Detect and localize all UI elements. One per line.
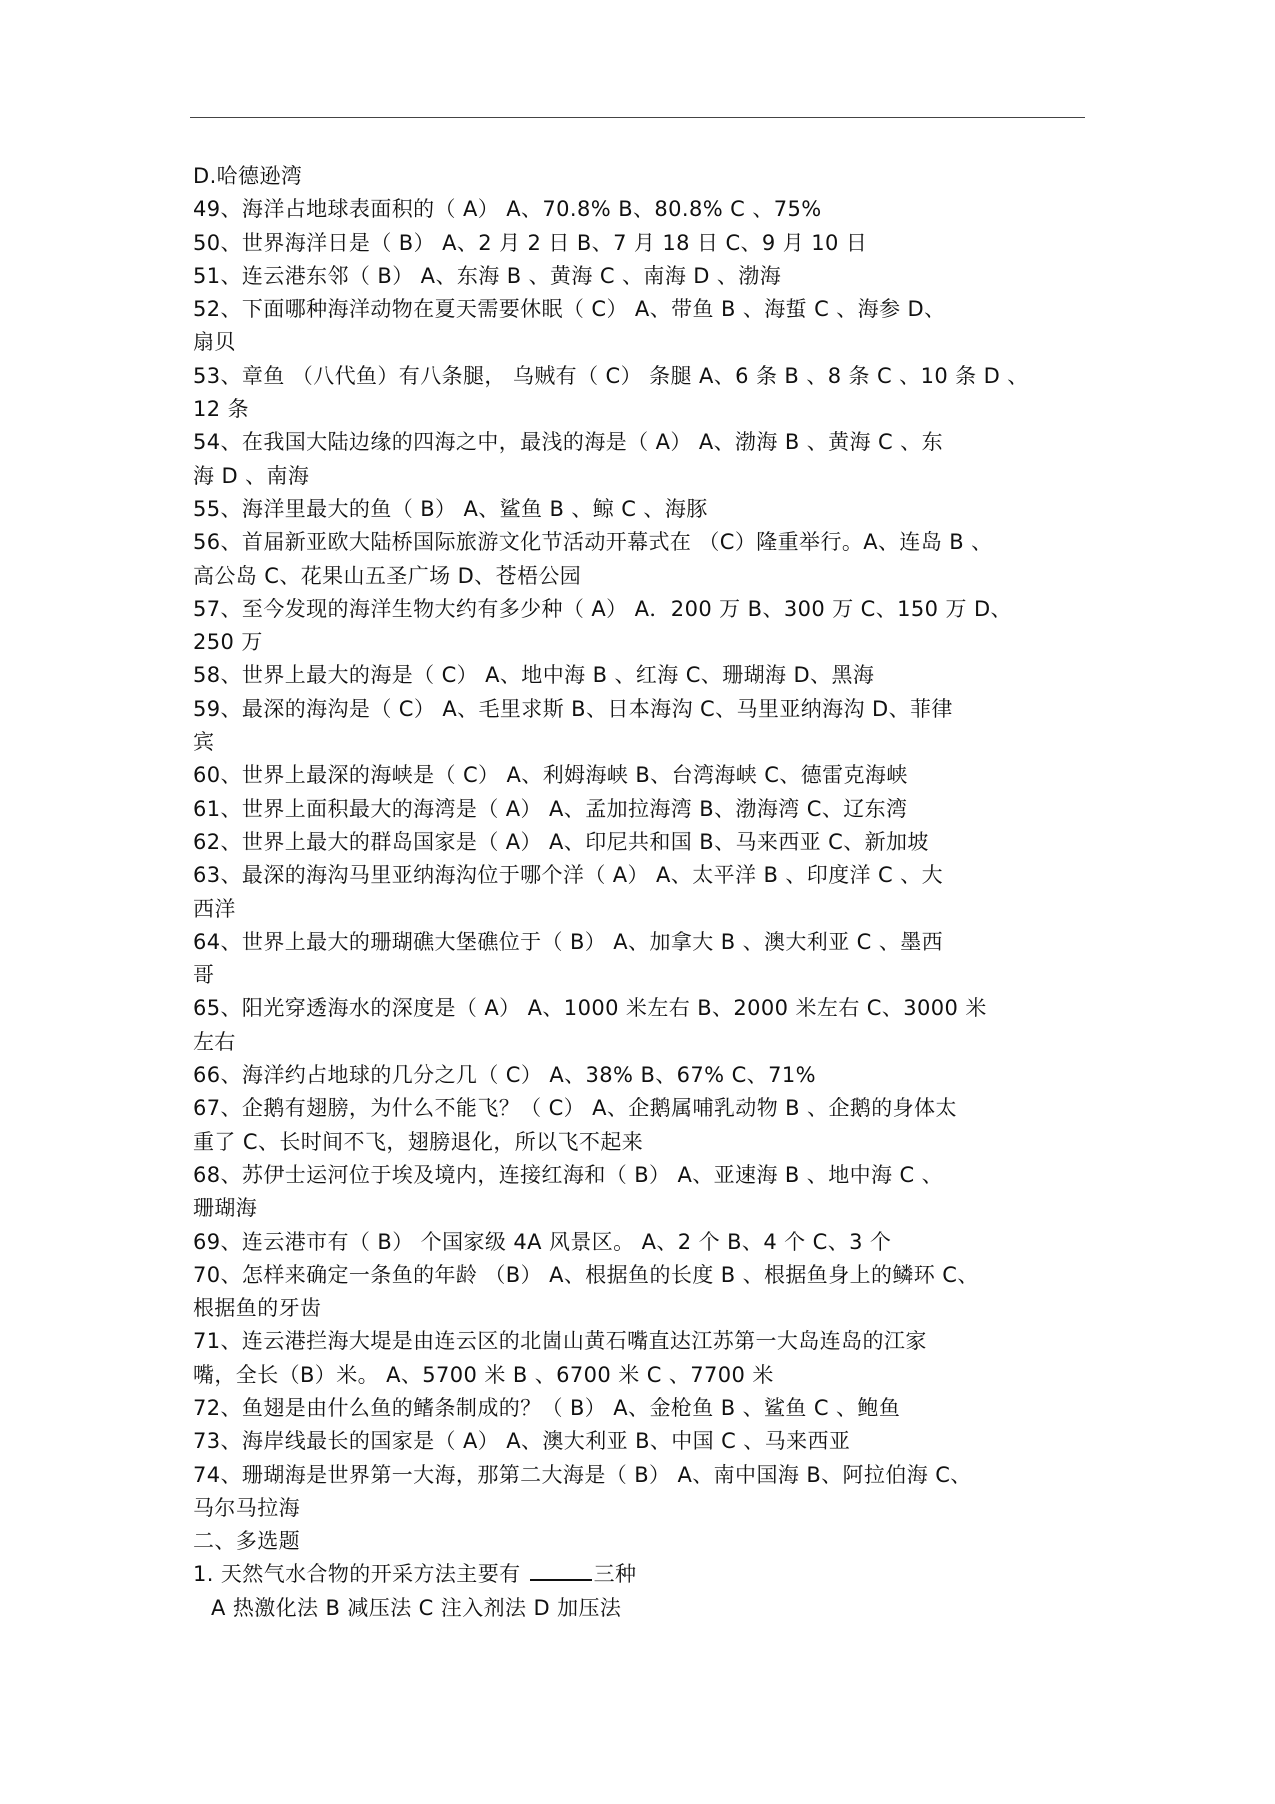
question-67-cont: 重了 C、长时间不飞，翅膀退化，所以飞不起来 xyxy=(193,1129,644,1154)
question-71-cont: 嘴，全长（B）米。 A、5700 米 B 、6700 米 C 、7700 米 xyxy=(193,1362,774,1387)
question-66: 66、海洋约占地球的几分之几（ C） A、38% B、67% C、71% xyxy=(193,1063,816,1088)
multi-question-1-suffix: 三种 xyxy=(593,1562,637,1587)
question-65-cont: 左右 xyxy=(193,1029,236,1054)
answer-blank xyxy=(530,1561,592,1581)
question-64: 64、世界上最大的珊瑚礁大堡礁位于（ B） A、加拿大 B 、澳大利亚 C 、墨西 xyxy=(193,929,944,954)
question-54: 54、在我国大陆边缘的四海之中，最浅的海是（ A） A、渤海 B 、黄海 C 、东 xyxy=(193,430,943,455)
question-70: 70、怎样来确定一条鱼的年龄 （B） A、根据鱼的长度 B 、根据鱼身上的鳞环 C、 xyxy=(193,1262,979,1287)
question-59: 59、最深的海沟是（ C） A、毛里求斯 B、日本海沟 C、马里亚纳海沟 D、菲律 xyxy=(193,696,953,721)
question-55: 55、海洋里最大的鱼（ B） A、鲨鱼 B 、鲸 C 、海豚 xyxy=(193,496,708,521)
question-74-cont: 马尔马拉海 xyxy=(193,1495,300,1520)
question-68: 68、苏伊士运河位于埃及境内，连接红海和（ B） A、亚速海 B 、地中海 C 、 xyxy=(193,1162,944,1187)
question-57: 57、至今发现的海洋生物大约有多少种（ A） A．200 万 B、300 万 C、150 万 D、 xyxy=(193,596,1012,621)
multi-question-1-options: A 热激化法 B 减压法 C 注入剂法 D 加压法 xyxy=(211,1595,622,1620)
question-62: 62、世界上最大的群岛国家是（ A） A、印尼共和国 B、马来西亚 C、新加坡 xyxy=(193,829,929,854)
question-52-cont: 扇贝 xyxy=(193,330,236,355)
question-70-cont: 根据鱼的牙齿 xyxy=(193,1296,322,1321)
text-line: D.哈德逊湾 xyxy=(193,164,303,188)
question-57-cont: 250 万 xyxy=(193,630,263,655)
question-73: 73、海岸线最长的国家是（ A） A、澳大利亚 B、中国 C 、马来西亚 xyxy=(193,1429,851,1454)
question-74: 74、珊瑚海是世界第一大海，那第二大海是（ B） A、南中国海 B、阿拉伯海 C、 xyxy=(193,1462,972,1487)
question-58: 58、世界上最大的海是（ C） A、地中海 B 、红海 C、珊瑚海 D、黑海 xyxy=(193,663,875,688)
question-59-cont: 宾 xyxy=(193,730,215,755)
question-50: 50、世界海洋日是（ B） A、2 月 2 日 B、7 月 18 日 C、9 月 10 日 xyxy=(193,230,868,255)
question-51: 51、连云港东邻（ B） A、东海 B 、黄海 C 、南海 D 、渤海 xyxy=(193,263,782,288)
question-68-cont: 珊瑚海 xyxy=(193,1196,258,1221)
question-63: 63、最深的海沟马里亚纳海沟位于哪个洋（ A） A、太平洋 B 、印度洋 C 、大 xyxy=(193,863,943,888)
question-71: 71、连云港拦海大堤是由连云区的北崮山黄石嘴直达江苏第一大岛连岛的江家 xyxy=(193,1329,927,1354)
question-61: 61、世界上面积最大的海湾是（ A） A、孟加拉海湾 B、渤海湾 C、辽东湾 xyxy=(193,796,908,821)
question-63-cont: 西洋 xyxy=(193,896,236,921)
document-body xyxy=(193,160,1088,1625)
question-69: 69、连云港市有（ B） 个国家级 4A 风景区。 A、2 个 B、4 个 C、3 个 xyxy=(193,1229,892,1254)
question-64-cont: 哥 xyxy=(193,963,215,988)
question-65: 65、阳光穿透海水的深度是（ A） A、1000 米左右 B、2000 米左右 C、3000 米 xyxy=(193,996,987,1021)
question-53: 53、章鱼 （八代鱼）有八条腿， 乌贼有（ C） 条腿 A、6 条 B 、8 条 C 、10 条 D 、 xyxy=(193,363,1029,388)
question-54-cont: 海 D 、南海 xyxy=(193,463,310,488)
question-52: 52、下面哪种海洋动物在夏天需要休眠（ C） A、带鱼 B 、海蜇 C 、海参 D、 xyxy=(193,297,946,322)
question-67: 67、企鹅有翅膀，为什么不能飞？（ C） A、企鹅属哺乳动物 B 、企鹅的身体太 xyxy=(193,1096,957,1121)
header-rule xyxy=(190,117,1085,118)
question-56: 56、首届新亚欧大陆桥国际旅游文化节活动开幕式在 （C）隆重举行。A、连岛 B 、 xyxy=(193,530,993,555)
question-53-cont: 12 条 xyxy=(193,397,249,422)
multi-question-1-text: 1. 天然气水合物的开采方法主要有 xyxy=(193,1562,528,1587)
question-60: 60、世界上最深的海峡是（ C） A、利姆海峡 B、台湾海峡 C、德雷克海峡 xyxy=(193,763,908,788)
question-49: 49、海洋占地球表面积的（ A） A、70.8% B、80.8% C 、75% xyxy=(193,197,822,222)
question-72: 72、鱼翅是由什么鱼的鳍条制成的？（ B） A、金枪鱼 B 、鲨鱼 C 、鲍鱼 xyxy=(193,1395,901,1420)
multi-question-1 xyxy=(193,1558,1088,1591)
question-56-cont: 高公岛 C、花果山五圣广场 D、苍梧公园 xyxy=(193,563,582,588)
section-heading-multiple-choice: 二、多选题 xyxy=(193,1529,300,1554)
